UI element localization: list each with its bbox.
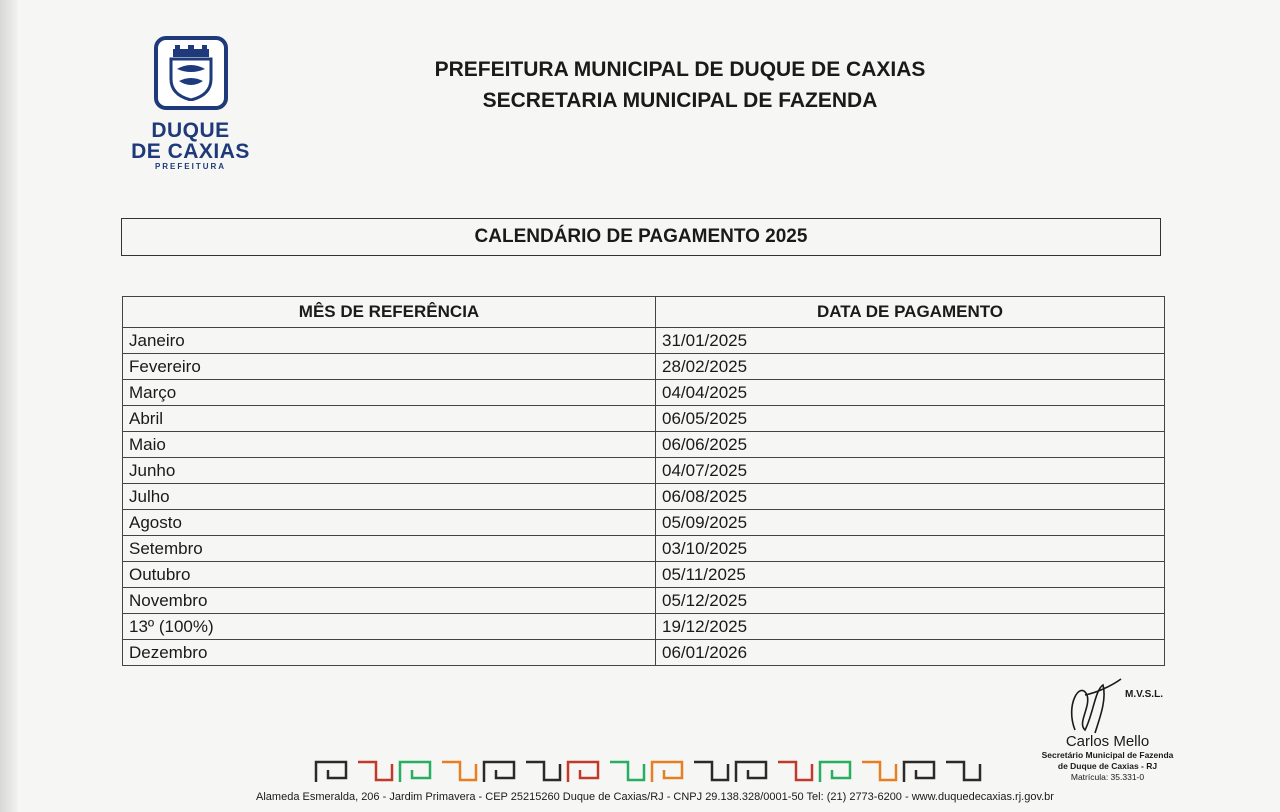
table-row <box>123 484 1165 510</box>
table-row <box>123 328 1165 354</box>
column-header-month: MÊS DE REFERÊNCIA <box>123 297 656 328</box>
pattern-glyph <box>862 762 896 780</box>
payment-date-cell: 05/12/2025 <box>656 588 1165 614</box>
coat-of-arms-icon <box>154 36 228 110</box>
document-header <box>380 54 980 116</box>
footer-address: Alameda Esmeralda, 206 - Jardim Primavera - CEP 25215260 Duque de Caxias/RJ - CNPJ 29.138.328/0001-50 Tel: (21) 2773-6200 - www.duquedecaxias.rj.gov.br <box>256 791 1054 803</box>
table-row <box>123 458 1165 484</box>
decorative-footer-pattern <box>312 756 992 786</box>
signature-block <box>1025 675 1190 783</box>
header-line-secretaria: SECRETARIA MUNICIPAL DE FAZENDA <box>482 89 878 112</box>
signatory-name: Carlos Mello <box>1065 733 1150 750</box>
pattern-glyph <box>946 762 980 780</box>
pattern-glyph <box>610 762 644 780</box>
payment-date-cell: 03/10/2025 <box>656 536 1165 562</box>
month-cell: Agosto <box>123 510 656 536</box>
signature-initials: M.V.S.L. <box>1125 689 1163 700</box>
pattern-glyph <box>526 762 560 780</box>
table-row <box>123 380 1165 406</box>
month-cell: Maio <box>123 432 656 458</box>
logo-text-duque: DUQUE <box>151 119 230 142</box>
payment-date-cell: 06/05/2025 <box>656 406 1165 432</box>
logo-text-de-caxias: DE CAXIAS <box>131 140 250 163</box>
month-cell: 13º (100%) <box>123 614 656 640</box>
month-cell: Dezembro <box>123 640 656 666</box>
pattern-glyph <box>442 762 476 780</box>
header-line-prefeitura: PREFEITURA MUNICIPAL DE DUQUE DE CAXIAS <box>434 58 926 81</box>
signatory-role: Secretário Municipal de Fazenda <box>1041 750 1174 760</box>
calendar-title: CALENDÁRIO DE PAGAMENTO 2025 <box>121 218 1161 256</box>
month-cell: Fevereiro <box>123 354 656 380</box>
table-row <box>123 588 1165 614</box>
payment-date-cell: 19/12/2025 <box>656 614 1165 640</box>
payment-date-cell: 28/02/2025 <box>656 354 1165 380</box>
table-header-row <box>123 297 1165 328</box>
pattern-glyph <box>904 762 934 782</box>
payment-date-cell: 05/09/2025 <box>656 510 1165 536</box>
payment-date-cell: 31/01/2025 <box>656 328 1165 354</box>
pattern-glyph <box>400 762 430 782</box>
table-row <box>123 406 1165 432</box>
handwritten-signature-icon <box>1055 675 1125 735</box>
pattern-glyph <box>652 762 682 782</box>
signatory-registration: Matrícula: 35.331-0 <box>1070 772 1145 782</box>
month-cell: Setembro <box>123 536 656 562</box>
pattern-glyph <box>568 762 598 782</box>
table-row <box>123 354 1165 380</box>
pattern-glyph <box>820 762 850 782</box>
column-header-payment-date: DATA DE PAGAMENTO <box>656 297 1165 328</box>
pattern-glyph <box>358 762 392 780</box>
payment-schedule-table <box>122 296 1165 666</box>
pattern-glyph <box>484 762 514 782</box>
month-cell: Novembro <box>123 588 656 614</box>
month-cell: Julho <box>123 484 656 510</box>
table-row <box>123 614 1165 640</box>
month-cell: Abril <box>123 406 656 432</box>
month-cell: Junho <box>123 458 656 484</box>
payment-date-cell: 05/11/2025 <box>656 562 1165 588</box>
signatory-city: de Duque de Caxias - RJ <box>1057 761 1158 771</box>
pattern-glyph <box>778 762 812 780</box>
pattern-glyph <box>736 762 766 782</box>
payment-date-cell: 06/06/2025 <box>656 432 1165 458</box>
pattern-glyph <box>694 762 728 780</box>
payment-date-cell: 06/08/2025 <box>656 484 1165 510</box>
municipal-logo <box>118 36 263 170</box>
payment-date-cell: 04/04/2025 <box>656 380 1165 406</box>
month-cell: Outubro <box>123 562 656 588</box>
page-edge <box>0 0 18 812</box>
logo-text-prefeitura: PREFEITURA <box>154 162 227 171</box>
table-row <box>123 536 1165 562</box>
month-cell: Março <box>123 380 656 406</box>
table-row <box>123 510 1165 536</box>
table-row <box>123 432 1165 458</box>
payment-date-cell: 06/01/2026 <box>656 640 1165 666</box>
payment-date-cell: 04/07/2025 <box>656 458 1165 484</box>
pattern-glyph <box>316 762 346 782</box>
table-row <box>123 640 1165 666</box>
month-cell: Janeiro <box>123 328 656 354</box>
table-row <box>123 562 1165 588</box>
